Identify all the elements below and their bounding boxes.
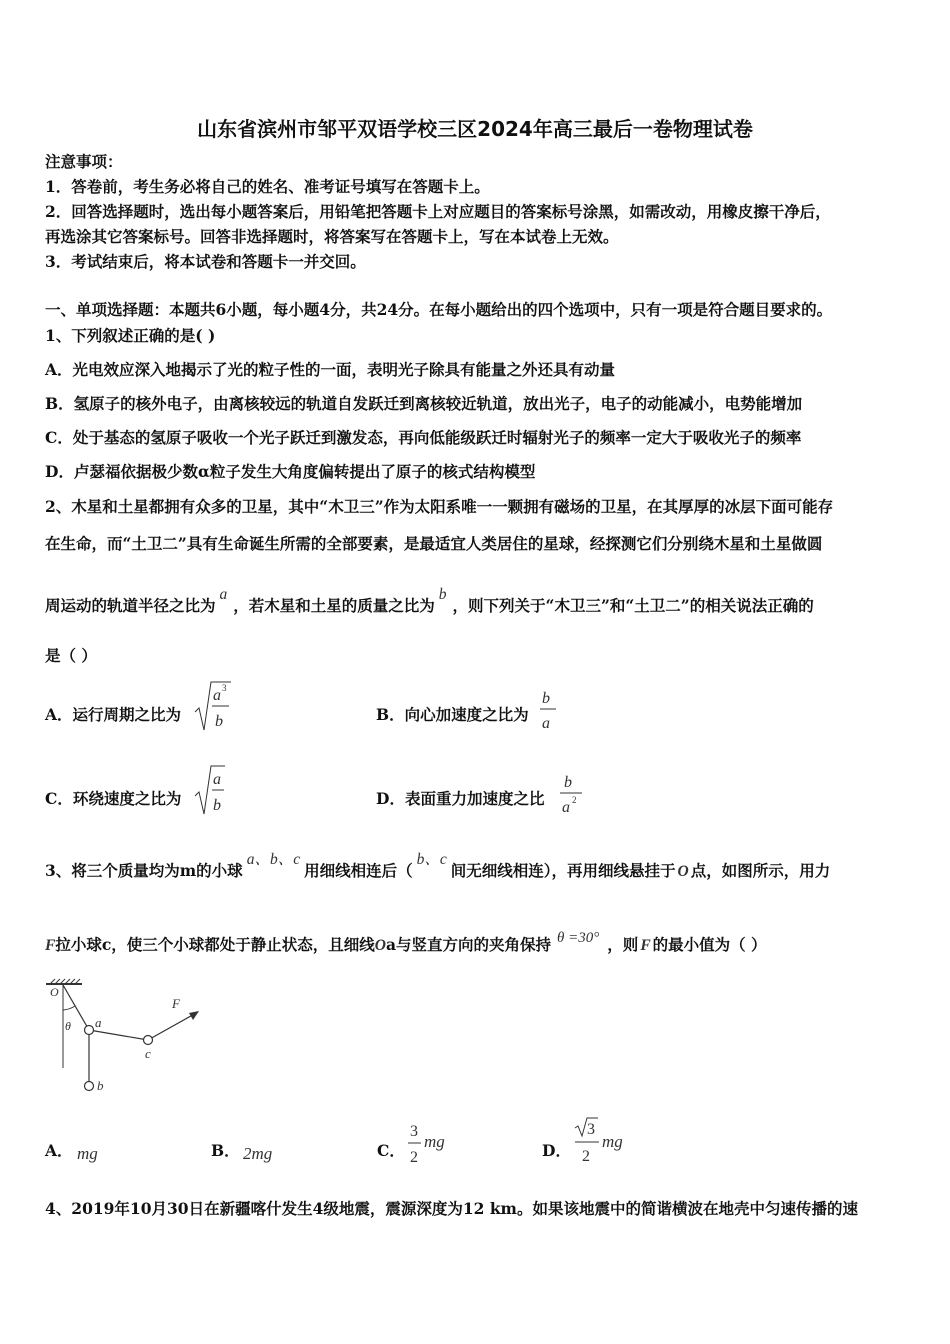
svg-text:b: b (213, 797, 221, 814)
q2-line: 是（ ） (45, 646, 97, 665)
q3-option-d: D． (542, 1141, 571, 1160)
frac-b-over-a (538, 686, 560, 734)
svg-text:b: b (542, 690, 550, 707)
q1-option-b: B．氢原子的核外电子，由离核较远的轨道自发跃迁到离核较近轨道，放出光子，电子的动能减小，电势能增加 (45, 394, 803, 413)
svg-text:mg: mg (602, 1132, 623, 1151)
sqrt-a3-over-b (193, 678, 233, 734)
q3-pair: b、c (416, 851, 447, 868)
q3-line: F拉小球c，使三个小球都处于静止状态，且细线Oa与竖直方向的夹角保持 θ =30° ，则 F 的最小值为（ ） (45, 930, 767, 954)
sqrt-a-over-b (193, 762, 227, 818)
page-title: 山东省滨州市邹平双语学校三区2024年高三最后一卷物理试卷 (197, 117, 753, 141)
svg-text:c: c (145, 1046, 151, 1061)
q2-option-a: A．运行周期之比为 (45, 705, 182, 724)
q2-option-c: C．环绕速度之比为 (45, 789, 182, 808)
q1-stem: 1、下列叙述正确的是( ) (45, 326, 216, 345)
theta-30: θ =30° (557, 930, 600, 946)
q4-line: 4、2019年10月30日在新疆喀什发生4级地震，震源深度为12 km。如果该地震中的简谐横波在地壳中匀速传播的速 (45, 1199, 858, 1218)
q3-option-b: B． (211, 1141, 240, 1160)
q2-option-d: D．表面重力加速度之比 (376, 789, 545, 808)
notice-item: 再选涂其它答案标号。回答非选择题时，将答案写在答题卡上，写在本试卷上无效。 (45, 227, 619, 246)
q3-line: 3、将三个质量均为m的小球a、b、c用细线相连后（b、c间无细线相连），再用细线悬挂于 O 点，如图所示，用力 (45, 851, 831, 880)
notice-item: 1．答卷前，考生务必将自己的姓名、准考证号填写在答题卡上。 (45, 177, 490, 196)
q3-option-b-value: 2mg (243, 1144, 273, 1163)
q1-option-c: C．处于基态的氢原子吸收一个光子跃迁到激发态，再向低能级跃迁时辐射光子的频率一定大于吸收光子的频率 (45, 428, 802, 447)
section-heading: 一、单项选择题：本题共6小题，每小题4分，共24分。在每小题给出的四个选项中，只有一项是符合题目要求的。 (45, 300, 833, 319)
svg-text:mg: mg (424, 1132, 445, 1151)
svg-text:a: a (213, 771, 221, 788)
svg-text:b: b (97, 1078, 104, 1093)
svg-text:a: a (213, 687, 221, 704)
svg-text:a: a (95, 1015, 102, 1030)
var-b: b (438, 586, 447, 603)
svg-text:O: O (50, 985, 59, 999)
svg-text:a: a (562, 799, 570, 816)
q2-line: 周运动的轨道半径之比为a，若木星和土星的质量之比为b，则下列关于“木卫三”和“土卫二”的相关说法正确的 (45, 586, 814, 615)
q3-option-a-value: mg (77, 1144, 98, 1163)
frac-3-over-2-mg (404, 1118, 454, 1168)
frac-b-over-a2 (558, 770, 586, 818)
frac-sqrt3-over-2-mg (572, 1114, 632, 1168)
svg-text:3: 3 (410, 1123, 418, 1140)
svg-text:2: 2 (572, 795, 577, 805)
svg-text:3: 3 (222, 683, 227, 693)
notice-item: 2．回答选择题时，选出每小题答案后，用铅笔把答题卡上对应题目的答案标号涂黑，如需改动，用橡皮擦干净后， (45, 202, 831, 221)
q2-line: 在生命，而“土卫二”具有生命诞生所需的全部要素，是最适宜人类居住的星球，经探测它们分别绕木星和土星做圆 (45, 534, 823, 553)
q3-option-a: A． (45, 1141, 73, 1160)
var-a: a (219, 586, 228, 603)
q3-option-c: C． (377, 1141, 405, 1160)
q2-option-b: B．向心加速度之比为 (376, 705, 529, 724)
notice-heading: 注意事项： (45, 152, 123, 171)
svg-text:3: 3 (587, 1121, 595, 1138)
q1-option-a: A．光电效应深入地揭示了光的粒子性的一面，表明光子除具有能量之外还具有动量 (45, 360, 616, 379)
svg-text:b: b (564, 774, 572, 791)
svg-text:b: b (215, 713, 223, 730)
svg-text:θ: θ (65, 1019, 71, 1033)
svg-text:2: 2 (582, 1148, 590, 1165)
q1-option-d: D．卢瑟福依据极少数α粒子发生大角度偏转提出了原子的核式结构模型 (45, 462, 536, 481)
svg-text:2: 2 (410, 1149, 418, 1166)
svg-text:F: F (172, 996, 180, 1011)
svg-text:a: a (542, 715, 550, 732)
pendulum-figure (44, 978, 214, 1098)
q2-line: 2、木星和土星都拥有众多的卫星，其中“木卫三”作为太阳系唯一一颗拥有磁场的卫星，在其厚厚的冰层下面可能存 (45, 497, 834, 516)
q3-balls: a、b、c (246, 851, 301, 868)
notice-item: 3．考试结束后，将本试卷和答题卡一并交回。 (45, 252, 366, 271)
